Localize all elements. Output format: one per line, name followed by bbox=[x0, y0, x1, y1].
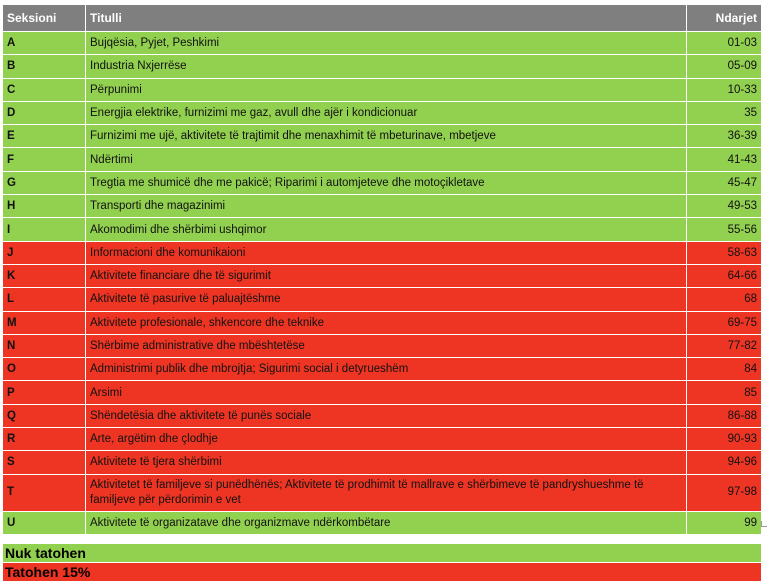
section-title-cell: Përpunimi bbox=[86, 78, 687, 101]
table-row bbox=[3, 218, 762, 241]
section-title-cell: Shërbime administrative dhe mbështetëse bbox=[86, 334, 687, 357]
header-seksioni: Seksioni bbox=[3, 5, 86, 32]
divisions-cell: 58-63 bbox=[687, 241, 762, 264]
section-code-cell: K bbox=[3, 264, 86, 287]
table-row bbox=[3, 171, 762, 194]
divisions-cell: 45-47 bbox=[687, 171, 762, 194]
table-row bbox=[3, 381, 762, 404]
section-title-cell: Shëndetësia dhe aktivitete të punës sociale bbox=[86, 404, 687, 427]
divisions-cell: 99 bbox=[687, 511, 762, 534]
section-code-cell: F bbox=[3, 148, 86, 171]
divisions-cell: 94-96 bbox=[687, 451, 762, 474]
section-code-cell: I bbox=[3, 218, 86, 241]
table-header-row bbox=[3, 5, 762, 32]
section-title-cell: Aktivitete të tjera shërbimi bbox=[86, 451, 687, 474]
section-title-cell: Aktivitete të organizatave dhe organizmave ndërkombëtare bbox=[86, 511, 687, 534]
section-title-cell: Furnizimi me ujë, aktivitete të trajtimit dhe menaxhimit të mbeturinave, mbetjeve bbox=[86, 125, 687, 148]
header-ndarjet: Ndarjet bbox=[687, 5, 762, 32]
table-row bbox=[3, 334, 762, 357]
table-row bbox=[3, 404, 762, 427]
section-code-cell: R bbox=[3, 428, 86, 451]
section-title-cell: Arte, argëtim dhe çlodhje bbox=[86, 428, 687, 451]
section-title-cell: Energjia elektrike, furnizimi me gaz, avull dhe ajër i kondicionuar bbox=[86, 101, 687, 124]
divisions-cell: 10-33 bbox=[687, 78, 762, 101]
section-code-cell: P bbox=[3, 381, 86, 404]
section-title-cell: Aktivitete profesionale, shkencore dhe teknike bbox=[86, 311, 687, 334]
divisions-cell: 49-53 bbox=[687, 195, 762, 218]
section-title-cell: Administrimi publik dhe mbrojtja; Sigurimi social i detyrueshëm bbox=[86, 358, 687, 381]
section-title-cell: Arsimi bbox=[86, 381, 687, 404]
section-code-cell: G bbox=[3, 171, 86, 194]
divisions-cell: 41-43 bbox=[687, 148, 762, 171]
section-code-cell: B bbox=[3, 55, 86, 78]
section-code-cell: A bbox=[3, 32, 86, 55]
table-row bbox=[3, 264, 762, 287]
table-row bbox=[3, 358, 762, 381]
divisions-cell: 90-93 bbox=[687, 428, 762, 451]
section-code-cell: M bbox=[3, 311, 86, 334]
section-title-cell: Industria Nxjerrëse bbox=[86, 55, 687, 78]
section-title-cell: Tregtia me shumicë dhe me pakicë; Riparimi i automjeteve dhe motoçikletave bbox=[86, 171, 687, 194]
section-title-cell: Akomodimi dhe shërbimi ushqimor bbox=[86, 218, 687, 241]
header-titulli: Titulli bbox=[86, 5, 687, 32]
divisions-cell: 84 bbox=[687, 358, 762, 381]
divisions-cell: 35 bbox=[687, 101, 762, 124]
nace-sections-table bbox=[2, 4, 762, 535]
section-title-cell: Aktivitete të pasurive të paluajtëshme bbox=[86, 288, 687, 311]
table-row bbox=[3, 101, 762, 124]
divisions-cell: 55-56 bbox=[687, 218, 762, 241]
table-row bbox=[3, 451, 762, 474]
section-code-cell: U bbox=[3, 511, 86, 534]
section-code-cell: S bbox=[3, 451, 86, 474]
section-title-cell: Aktivitetet të familjeve si punëdhënës; Aktivitete të prodhimit të mallrave e shërbimeve të pandryshueshme të familjeve për përdorimin e vet bbox=[86, 474, 687, 511]
section-title-cell: Ndërtimi bbox=[86, 148, 687, 171]
legend-taxed-15: Tatohen 15% bbox=[3, 563, 761, 581]
divisions-cell: 36-39 bbox=[687, 125, 762, 148]
divisions-cell: 01-03 bbox=[687, 32, 762, 55]
section-title-cell: Informacioni dhe komunikaioni bbox=[86, 241, 687, 264]
divisions-cell: 68 bbox=[687, 288, 762, 311]
divisions-cell: 85 bbox=[687, 381, 762, 404]
table-row bbox=[3, 125, 762, 148]
section-title-cell: Aktivitete financiare dhe të sigurimit bbox=[86, 264, 687, 287]
section-code-cell: C bbox=[3, 78, 86, 101]
table-row bbox=[3, 78, 762, 101]
divisions-cell: 97-98 bbox=[687, 474, 762, 511]
section-title-cell: Transporti dhe magazinimi bbox=[86, 195, 687, 218]
table-row bbox=[3, 148, 762, 171]
section-code-cell: J bbox=[3, 241, 86, 264]
table-row bbox=[3, 241, 762, 264]
section-code-cell: E bbox=[3, 125, 86, 148]
table-row bbox=[3, 474, 762, 511]
table-row bbox=[3, 55, 762, 78]
table-row bbox=[3, 32, 762, 55]
section-code-cell: O bbox=[3, 358, 86, 381]
table-row bbox=[3, 511, 762, 534]
divisions-cell: 05-09 bbox=[687, 55, 762, 78]
section-code-cell: D bbox=[3, 101, 86, 124]
divisions-cell: 86-88 bbox=[687, 404, 762, 427]
table-row bbox=[3, 195, 762, 218]
section-code-cell: L bbox=[3, 288, 86, 311]
table-row bbox=[3, 311, 762, 334]
section-code-cell: Q bbox=[3, 404, 86, 427]
table-row bbox=[3, 428, 762, 451]
section-code-cell: T bbox=[3, 474, 86, 511]
section-title-cell: Bujqësia, Pyjet, Peshkimi bbox=[86, 32, 687, 55]
table-row bbox=[3, 288, 762, 311]
divisions-cell: 64-66 bbox=[687, 264, 762, 287]
divisions-cell: 77-82 bbox=[687, 334, 762, 357]
table-corner-mark bbox=[761, 521, 767, 527]
section-code-cell: N bbox=[3, 334, 86, 357]
legend-not-taxed: Nuk tatohen bbox=[3, 544, 761, 562]
section-code-cell: H bbox=[3, 195, 86, 218]
divisions-cell: 69-75 bbox=[687, 311, 762, 334]
